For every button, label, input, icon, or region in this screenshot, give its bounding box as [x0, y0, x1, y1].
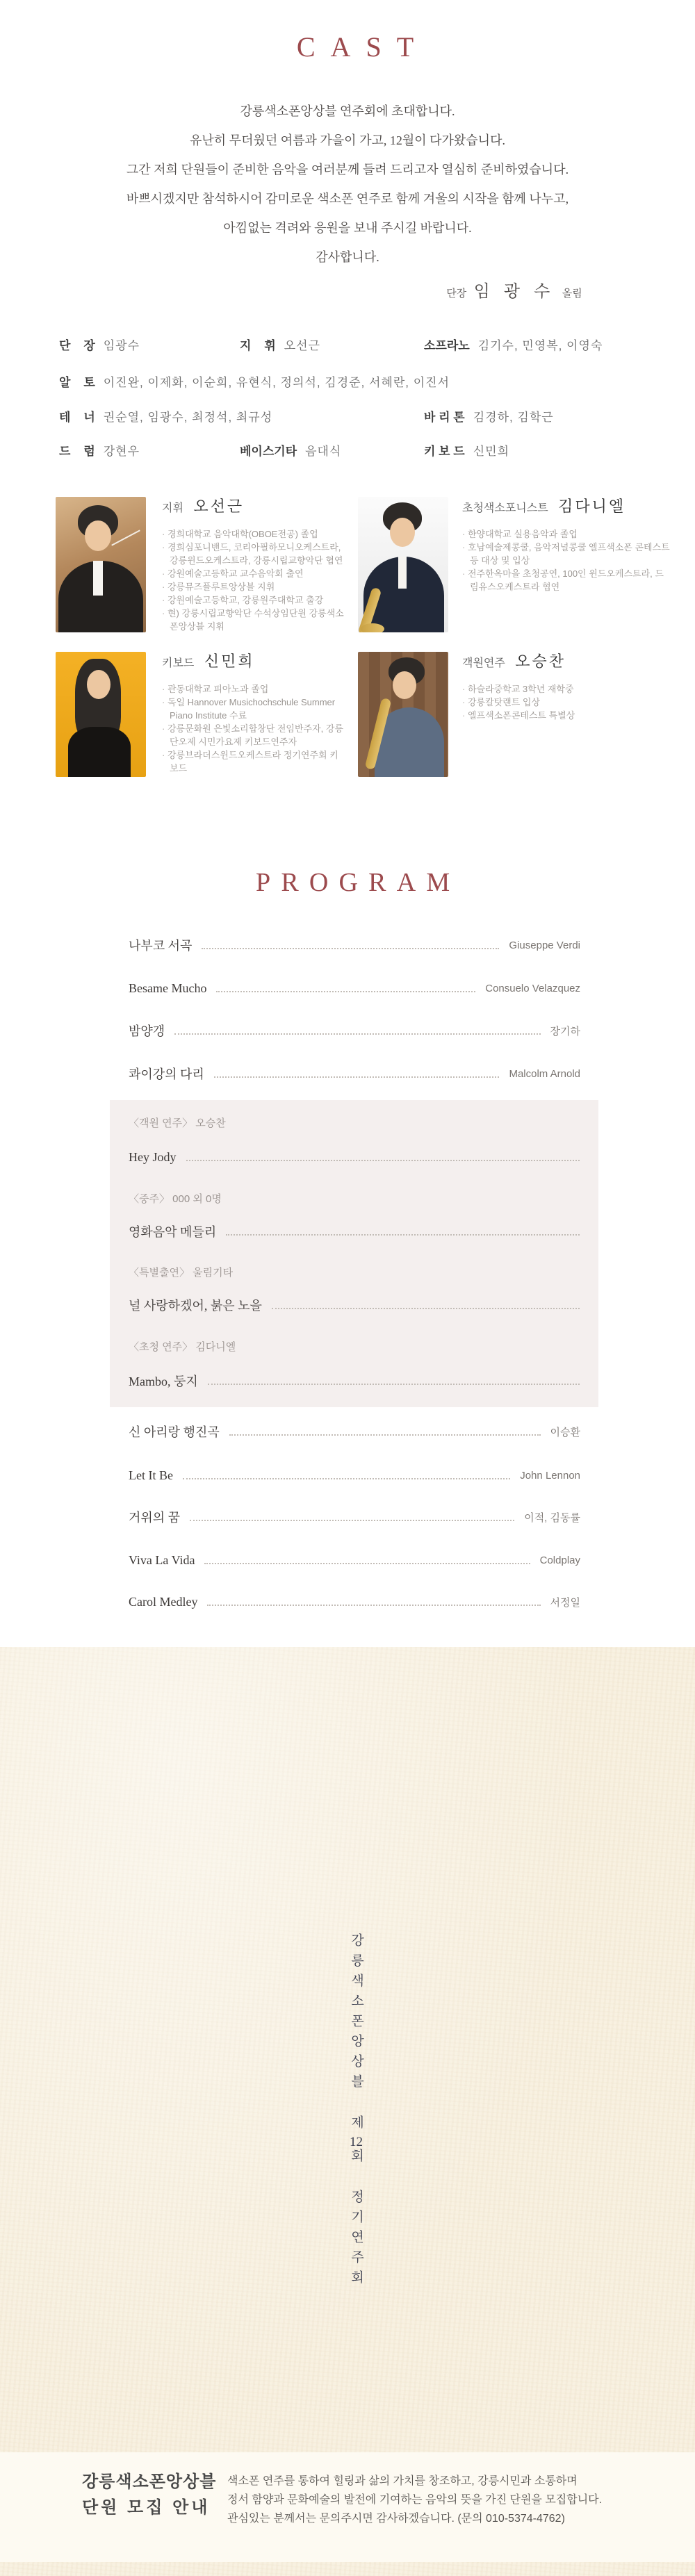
profile-bullet: · 강릉뮤즈플루트앙상블 지휘 [162, 580, 344, 593]
program-row [129, 1020, 580, 1041]
roster-entry-baritone [424, 407, 554, 425]
recruit-title [82, 2469, 216, 2520]
composer-name: 이적, 김동률 [524, 1511, 580, 1524]
song-title: Let It Be [129, 1468, 173, 1482]
roster-names: 김기수, 민영복, 이영숙 [477, 339, 603, 352]
program-note: 〈특별출연〉 울림기타 [129, 1267, 234, 1279]
roster-label: 단 장 [59, 339, 95, 352]
signature-name: 임 광 수 [473, 283, 555, 301]
song-title: Carol Medley [129, 1594, 198, 1609]
roster-label: 키 보 드 [424, 445, 465, 458]
profile-bullet: · 한양대학교 실용음악과 졸업 [462, 527, 671, 541]
song-title: 거위의 꿈 [129, 1511, 181, 1525]
song-title: 신 아리랑 행진곡 [129, 1425, 220, 1439]
roster-names: 강현우 [103, 445, 140, 458]
intro-line: 감사합니다. [316, 250, 379, 264]
composer-name: Consuelo Velazquez [485, 982, 580, 994]
roster-label: 테 너 [59, 411, 95, 424]
profile-title [462, 650, 671, 671]
profile-role: 지휘 [162, 502, 183, 514]
profile-title [162, 495, 344, 516]
profile-role: 객원연주 [462, 657, 505, 669]
profile-bullets [162, 527, 344, 633]
program-row [129, 1507, 580, 1527]
roster-entry-danjang [59, 336, 140, 353]
recruit-body [227, 2472, 602, 2528]
profile-bullet: · 전주한옥마을 초청공연, 100인 윈드오케스트라, 드림유스오케스트라 협연 [462, 567, 671, 593]
director-signature [410, 277, 619, 302]
song-title: Besame Mucho [129, 981, 207, 995]
profile-name: 오승찬 [515, 653, 566, 670]
profile-name: 김다니엘 [558, 498, 626, 515]
profile-card-oseungchan [462, 650, 671, 722]
song-title: Viva La Vida [129, 1552, 195, 1567]
program-note: 〈중주〉 000 외 0명 [129, 1193, 222, 1205]
program-row [129, 935, 580, 955]
program-heading: PROGRAM [256, 868, 461, 897]
profile-name: 오선근 [193, 498, 245, 515]
profile-bullet: · 엘프색소폰콘테스트 특별상 [462, 709, 671, 722]
song-title: 콰이강의 다리 [129, 1067, 204, 1081]
profile-bullet: · 현) 강릉시립교향악단 수석상임단원 강릉색소폰앙상블 지휘 [162, 607, 344, 633]
poster-title-ensemble: 강릉색소폰앙상블 [349, 1933, 363, 2094]
program-row [129, 1370, 589, 1391]
profile-card-osungeun [162, 495, 344, 633]
program-row [129, 1550, 580, 1570]
cast-heading: CAST [296, 31, 430, 63]
poster-title-edition-pre: 제 [349, 2115, 363, 2135]
poster-title-concert: 정기연주회 [349, 2190, 363, 2290]
song-title: 영화음악 메들리 [129, 1225, 217, 1239]
program-row [129, 1295, 589, 1315]
intro-line: 강릉색소폰앙상블 연주회에 초대합니다. [240, 104, 455, 118]
cast-intro [0, 97, 695, 272]
song-title: Hey Jody [129, 1149, 177, 1164]
dotted-leader [214, 1076, 500, 1078]
profile-title [462, 495, 671, 516]
program-note: 〈초청 연주〉 김다니엘 [129, 1341, 236, 1353]
recruit-title-line2: 단원 모집 안내 [82, 2498, 211, 2517]
dotted-leader [207, 1604, 540, 1606]
profile-bullet: · 호남예술제콩쿨, 음악저널콩쿨 엘프색소폰 콘테스트 등 대상 및 입상 [462, 541, 671, 567]
profile-bullet: · 하슬라중학교 3학년 재학중 [462, 682, 671, 696]
composer-name: Coldplay [539, 1554, 580, 1566]
intro-line: 그간 저희 단원들이 준비한 음악을 여러분께 들려 드리고자 열심히 준비하였습니다. [126, 163, 569, 177]
saxophonist-kim-photo [358, 497, 448, 632]
dotted-leader [229, 1434, 541, 1436]
roster-names: 이진완, 이제화, 이순희, 유현식, 정의석, 김경준, 서혜란, 이진서 [103, 376, 450, 389]
composer-name: 서정일 [550, 1596, 580, 1609]
roster-label: 지 휘 [240, 339, 276, 352]
program-note: 〈객원 연주〉 오승찬 [129, 1117, 226, 1129]
roster-entry-tenor [59, 407, 272, 425]
program-row [129, 1465, 580, 1486]
roster-names: 오선근 [284, 339, 321, 352]
song-title: 나부코 서곡 [129, 939, 193, 953]
profile-card-kimdaniel [462, 495, 671, 593]
program-row [129, 1221, 589, 1242]
roster-label: 알 토 [59, 376, 95, 389]
roster-names: 김경하, 김학근 [473, 411, 554, 424]
roster-entry-jihwi [240, 336, 320, 353]
profile-title [162, 650, 344, 671]
dotted-leader [202, 947, 499, 949]
composer-name: 이승환 [550, 1426, 580, 1438]
profile-bullet: · 경희대학교 음악대학(OBOE전공) 졸업 [162, 527, 344, 541]
composer-name: John Lennon [520, 1469, 580, 1482]
special-performance-box [110, 1100, 598, 1407]
song-title: Mambo, 둥지 [129, 1375, 198, 1388]
profile-bullet: · 강릉문화원 은빛소리합창단 전임반주자, 강릉단오제 시민가요제 키보드연주자 [162, 722, 344, 748]
keyboardist-photo [56, 652, 146, 777]
profile-bullets [162, 682, 344, 775]
profile-bullet: · 관동대학교 피아노과 졸업 [162, 682, 344, 696]
profile-bullets [462, 682, 671, 722]
composer-name: Malcolm Arnold [509, 1067, 580, 1080]
dotted-leader [226, 1233, 580, 1236]
roster-names: 권순열, 임광수, 최정석, 최규성 [103, 411, 273, 424]
poster-title-edition-post: 회 [349, 2149, 363, 2169]
roster-names: 신민희 [473, 445, 509, 458]
intro-line: 유난히 무더웠던 여름과 가을이 가고, 12월이 다가왔습니다. [190, 133, 505, 147]
profile-bullet: · 경희심포니밴드, 코리아필하모니오케스트라, 강릉윈드오케스트라, 강릉시립교향악단 협연 [162, 541, 344, 567]
profile-role: 초청색소포니스트 [462, 502, 548, 514]
poster-title-edition [349, 2115, 363, 2169]
intro-line: 바쁘시겠지만 참석하시어 감미로운 색소폰 연주로 함께 겨울의 시작을 함께 나누고, [126, 192, 569, 206]
roster-label: 바 리 톤 [424, 411, 465, 424]
dotted-leader [186, 1159, 580, 1161]
composer-name: 장기하 [550, 1025, 580, 1037]
roster-names: 임광수 [103, 339, 140, 352]
roster-label: 베이스기타 [240, 445, 297, 458]
signature-prefix: 단장 [446, 288, 467, 300]
dotted-leader [174, 1033, 540, 1035]
roster-names: 음대식 [305, 445, 342, 458]
profile-bullet: · 강원예술고등학교, 강릉원주대학교 출강 [162, 593, 344, 607]
dotted-leader [216, 990, 475, 992]
profile-bullet: · 강원예술고등학교 교수음악회 출연 [162, 567, 344, 580]
profile-bullet: · 독일 Hannover Musichochschule Summer Piano Institute 수료 [162, 696, 344, 722]
song-title: 널 사랑하겠어, 붉은 노을 [129, 1299, 262, 1313]
profile-bullet: · 강릉브라더스윈드오케스트라 정기연주회 키보드 [162, 748, 344, 775]
recruit-footer [0, 2452, 695, 2562]
dotted-leader [272, 1307, 580, 1309]
profile-card-shinminhee [162, 650, 344, 775]
song-title: 밤양갱 [129, 1024, 165, 1038]
roster-label: 드 럼 [59, 445, 95, 458]
recruit-title-line1: 강릉색소폰앙상블 [82, 2472, 217, 2491]
program-row [129, 1147, 589, 1167]
guest-player-photo [358, 652, 448, 777]
profile-bullets [462, 527, 671, 593]
recruit-body-line2: 정서 함양과 문화예술의 발전에 기여하는 음악의 뜻을 가진 단원을 모집합니다. [227, 2494, 603, 2506]
profile-name: 신민희 [204, 653, 255, 670]
recruit-body-line1: 색소폰 연주를 통하여 힐링과 삶의 가치를 창조하고, 강릉시민과 소통하며 [227, 2475, 578, 2487]
composer-name: Giuseppe Verdi [509, 939, 580, 951]
roster-entry-drum [59, 441, 140, 459]
program-row [129, 1421, 580, 1442]
conductor-photo [56, 497, 146, 632]
roster-label: 소프라노 [424, 339, 470, 352]
signature-suffix: 올림 [562, 288, 582, 300]
dotted-leader [190, 1519, 514, 1521]
profile-role: 키보드 [162, 657, 195, 669]
program-row [129, 1591, 580, 1612]
roster-entry-alto [59, 372, 450, 390]
program-row [129, 978, 580, 999]
roster-entry-bass [240, 441, 341, 459]
poster-vertical-title [347, 1933, 366, 2290]
recruit-body-line3: 관심있는 분께서는 문의주시면 감사하겠습니다. (문의 010-5374-4762) [227, 2513, 565, 2525]
roster-entry-soprano [424, 336, 603, 353]
dotted-leader [208, 1383, 580, 1385]
dotted-leader [204, 1562, 530, 1564]
program-row [129, 1063, 580, 1084]
dotted-leader [183, 1477, 510, 1479]
profile-bullet: · 강릉칼탓랜트 입상 [462, 696, 671, 709]
poster-title-edition-number: 12 [350, 2135, 363, 2149]
roster-entry-keyboard [424, 441, 509, 459]
intro-line: 아낌없는 격려와 응원을 보내 주시길 바랍니다. [223, 221, 472, 235]
